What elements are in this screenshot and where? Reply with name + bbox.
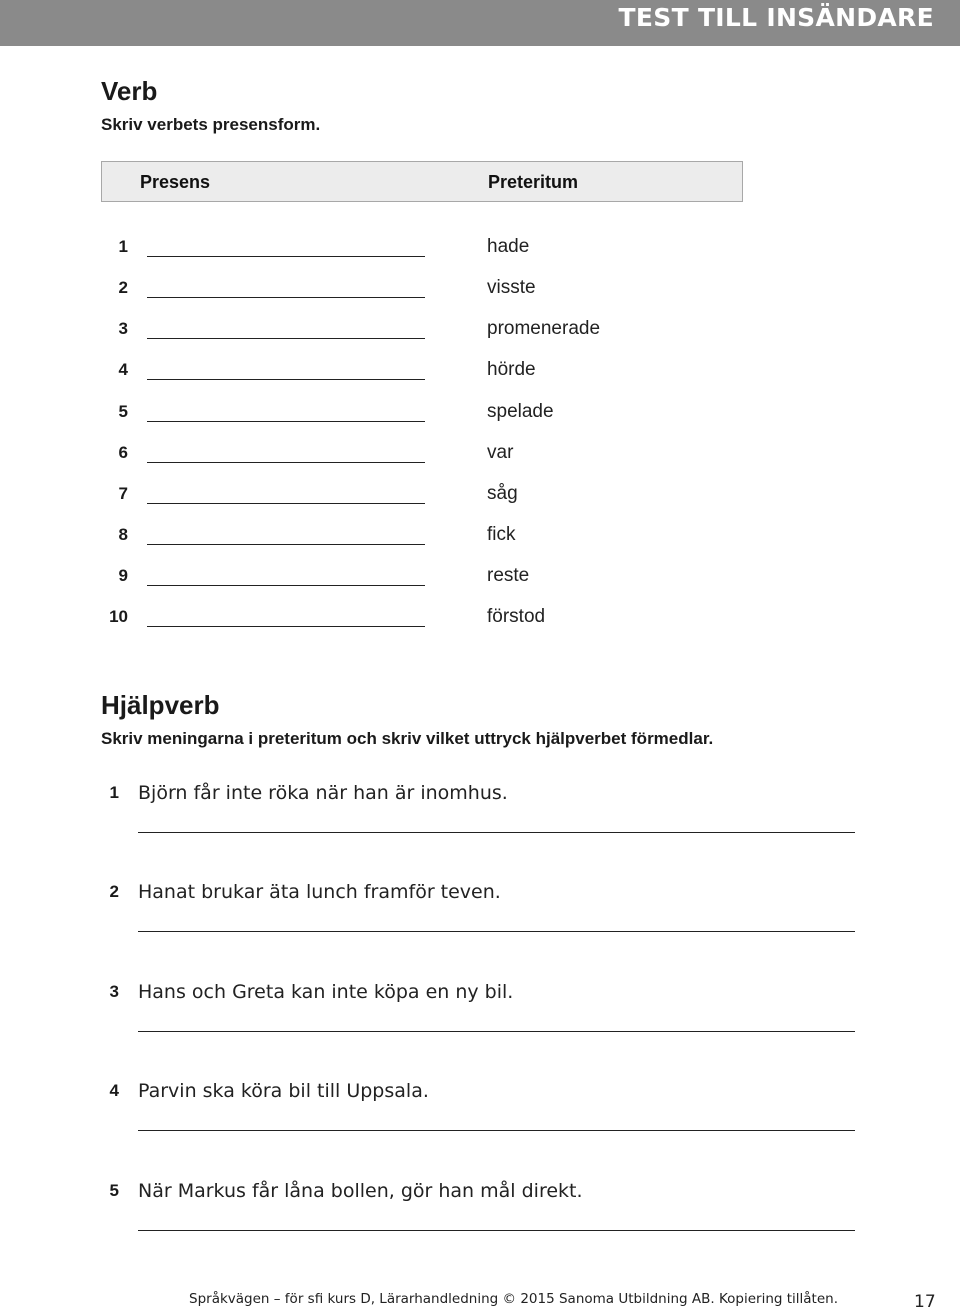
verb-row [0,602,960,632]
preteritum-word: fick [487,524,516,545]
preteritum-word: såg [487,483,518,504]
preteritum-word: hörde [487,359,536,380]
answer-line[interactable] [147,379,425,380]
row-number: 4 [118,360,128,379]
row-number: 3 [118,319,128,338]
page-number: 17 [914,1292,936,1312]
preteritum-word: visste [487,277,536,298]
preteritum-word: förstod [487,606,546,627]
row-number: 5 [118,402,128,421]
answer-line[interactable] [147,256,425,257]
exercise-item [0,977,960,1037]
hjalpverb-heading: Hjälpverb [101,690,220,720]
row-number: 7 [118,484,128,503]
verb-row [0,355,960,385]
preteritum-word: promenerade [487,318,601,339]
preteritum-word: var [487,442,514,463]
item-number: 3 [109,982,119,1001]
answer-line[interactable] [147,585,425,586]
exercise-item [0,1076,960,1136]
answer-line[interactable] [138,1230,855,1231]
exercise-item [0,1176,960,1236]
answer-line[interactable] [138,832,855,833]
answer-line[interactable] [147,338,425,339]
answer-line[interactable] [147,462,425,463]
item-number: 2 [109,882,119,901]
sentence-text: Björn får inte röka när han är inomhus. [138,782,508,804]
item-number: 5 [109,1181,119,1200]
answer-line[interactable] [138,1130,855,1131]
verb-row [0,561,960,591]
sentence-text: Hanat brukar äta lunch framför teven. [138,881,501,903]
answer-line[interactable] [147,544,425,545]
verb-row [0,438,960,468]
exercise-item [0,877,960,937]
item-number: 4 [109,1081,119,1100]
row-number: 9 [118,566,128,585]
answer-line[interactable] [147,503,425,504]
sentence-text: Hans och Greta kan inte köpa en ny bil. [138,981,514,1003]
verb-row [0,314,960,344]
hjalpverb-instruction: Skriv meningarna i preteritum och skriv vilket uttryck hjälpverbet förmedlar. [101,729,714,748]
verb-table-header [101,161,743,202]
row-number: 10 [109,607,128,626]
sentence-text: När Markus får låna bollen, gör han mål direkt. [138,1180,583,1202]
answer-line[interactable] [138,931,855,932]
verb-row [0,232,960,262]
footer-copyright: Språkvägen – för sfi kurs D, Lärarhandledning © 2015 Sanoma Utbildning AB. Kopiering tillåten. [189,1291,839,1307]
column-header-presens: Presens [140,172,211,192]
verb-heading: Verb [101,76,158,106]
verb-row [0,479,960,509]
preteritum-word: spelade [487,401,554,422]
preteritum-word: hade [487,236,530,257]
column-header-preteritum: Preteritum [488,172,579,192]
verb-row [0,520,960,550]
verb-row [0,397,960,427]
answer-line[interactable] [147,421,425,422]
banner-title: TEST TILL INSÄNDARE [618,3,934,32]
item-number: 1 [109,783,119,802]
answer-line[interactable] [147,297,425,298]
row-number: 8 [118,525,128,544]
row-number: 1 [118,237,128,256]
exercise-item [0,778,960,838]
answer-line[interactable] [147,626,425,627]
header-banner [0,0,960,46]
row-number: 6 [118,443,128,462]
preteritum-word: reste [487,565,530,586]
row-number: 2 [118,278,128,297]
verb-instruction: Skriv verbets presensform. [101,115,321,134]
verb-row [0,273,960,303]
answer-line[interactable] [138,1031,855,1032]
sentence-text: Parvin ska köra bil till Uppsala. [138,1080,429,1102]
